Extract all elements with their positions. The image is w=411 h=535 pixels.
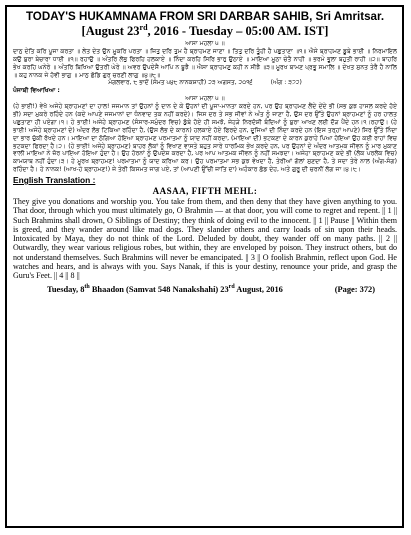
footer <box>13 284 397 295</box>
nanakshahi-date: ਮੰਗਲਵਾਰ, ੮ ਭਾਦੋਂ (ਸੰਮਤ ੫੪੮ ਨਾਨਕਸ਼ਾਹੀ) ੨੩ ਅਗਸਤ, ੨੦੧੬ <box>108 79 253 87</box>
gurbani-heading: ਆਸਾ ਮਹਲਾ ੫ ॥ <box>185 40 225 47</box>
gurbani-text: ਦਾਨੁ ਦੇਤਿ ਕਰਿ ਪੂਜਾ ਕਰਤਾ ॥ ਲੇਤ ਦੇਤ ਉਨ ਮੂਕਰਿ ਪਰਤਾ ॥ ਜਿਤੁ ਦਰਿ ਤੁਮ ਹੈ ਬ੍ਰਾਹਮਣ ਜਾਣਾ ॥ ਤਿਤੁ ਦਰਿ ਤੂੰਹੀ ਹੈ ਪਛੁਤਾਣਾ ॥੧॥ ਐਸੇ ਬ੍ਰਾਹਮਣ ਡੂਬੇ ਭਾਈ ॥ ਨਿਰਮਾਇਲ ਕਉ ਬੁਰਾ ਬੇਚਾਰਾ ਧਾਈ ॥੧॥ ਰਹਾਉ ॥ ਅੰਤਰਿ ਲੋਭੁ ਫਿਰਹਿ ਹਲਕਾਏ ॥ ਨਿੰਦਾ ਕਰਹਿ ਸਿਰਿ ਭਾਰੁ ਉਠਾਏ ॥ ਮਾਇਆ ਮੂਠਾ ਚੇਤੈ ਨਾਹੀ ॥ ਭਰਮੇ ਭੂਲਾ ਬਹੁਤੀ ਰਾਹੀ ॥੨॥ ਬਾਹਰਿ ਭੇਖ ਕਰਹਿ ਘਨੇਰੇ ॥ ਅੰਤਰਿ ਬਿਖਿਆ ਉਤਰੀ ਘੇਰੇ ॥ ਅਵਰ ਉਪਦੇਸੈ ਆਪਿ ਨ ਬੂਝੈ ॥ ਐਸਾ ਬ੍ਰਾਹਮਣੁ ਕਹੀ ਨ ਸੀਝੈ ॥੩॥ ਮੂਰਖ ਬਾਮਣ ਪ੍ਰਭੂ ਸਮਾਲਿ ॥ ਦੇਖਤ ਸੁਨਤ ਤੇਰੈ ਹੈ ਨਾਲਿ ॥ ਕਹੁ ਨਾਨਕ ਜੇ ਹੋਵੀ ਭਾਗੁ ॥ ਮਾਨੁ ਛੋਡਿ ਗੁਰ ਚਰਣੀ ਲਾਗੁ ॥੪॥੮॥ <box>13 48 397 79</box>
gurbani-meta <box>13 79 397 87</box>
date-line <box>13 24 397 39</box>
punjabi-heading: ਆਸਾ ਮਹਲਾ ੫ ॥ <box>185 95 225 103</box>
date-prefix: [August 23 <box>81 24 140 38</box>
footer-day: Tuesday, 8 <box>47 284 85 294</box>
english-heading: AASAA, FIFTH MEHL: <box>152 185 258 196</box>
english-translation: They give you donations and worship you. You take from them, and then deny that they have given anything to you. That door, through which you must ultimately go, O Brahmin — at that door, you will come to regret and repent. || 1 || Such Brahmins shall drown, O Siblings of Destiny; they think of doing evil to the innocent. || 1 || Pause || Within them is greed, and they wander around like mad dogs. They slander others and carry loads of sin upon their heads. Intoxicated by Maya, they do not think of the Lord. Deluded by doubt, they wander off on many paths. || 2 || Outwardly, they wear various religious robes, but within, they are enveloped by poison. They instruct others, but do not understand themselves. Such Brahmins will never be emancipated. || 3 || O foolish Brahmin, reflect upon God. He watches and hears, and is always with you. Says Nanak, if this is your destiny, renounce your pride, and grasp the Guru's Feet. || 4 || 8 || <box>13 196 397 281</box>
footer-samvat-sup: rd <box>228 283 235 290</box>
footer-samvat: Bhaadon (Samvat 548 Nanakshahi) 23 <box>89 284 229 294</box>
hukamnama-document <box>5 5 404 528</box>
punjabi-label: ਪੰਜਾਬੀ ਵਿਆਖਿਆ : <box>13 87 60 95</box>
english-label: English Translation : <box>13 174 96 185</box>
page-title: TODAY'S HUKAMNAMA FROM SRI DARBAR SAHIB, Sri Amritsar. <box>25 10 385 23</box>
date-sup: rd <box>139 22 148 32</box>
date-suffix: , 2016 - Tuesday – 05:00 AM. IST] <box>147 24 329 38</box>
punjabi-explanation: (ਹੇ ਭਾਈ!) ਵੇਖੋ ਅਜੇਹੇ ਬ੍ਰਾਹਮਣਾਂ ਦਾ ਹਾਲ! ਜਜਮਾਨ ਤਾਂ ਉਹਨਾਂ ਨੂੰ ਦਾਨ ਦੇ ਕੇ ਉਹਨਾਂ ਦੀ ਪੂਜਾ-ਮਾਨਤਾ ਕਰਦੇ ਹਨ, ਪਰ ਉਹ ਬ੍ਰਾਹਮਣ ਲੈਂਦੇ ਦੇਂਦੇ ਭੀ (ਸਭ ਕੁਝ ਹਾਸਲ ਕਰਦੇ ਹੋਏ ਭੀ) ਸਦਾ ਮੁਕਰੇ ਰਹਿੰਦੇ ਹਨ (ਕਦੇ ਆਪਣੇ ਜਜਮਾਨਾਂ ਦਾ ਧੰਨਵਾਦ ਤਕ ਨਹੀਂ ਕਰਦੇ)। ਜਿਸ ਦਰ ਤੇ ਸਭ ਜੀਵਾਂ ਨੇ ਅੰਤ ਨੂੰ ਜਾਣਾ ਹੈ, ਉਸ ਦਰ ਉੱਤੇ ਉਹਨਾਂ ਬ੍ਰਾਹਮਣਾਂ ਨੂੰ ਹਰ ਹਾਲਤ ਪਛੁਤਾਣਾ ਹੀ ਪਏਗਾ।੧। ਹੇ ਭਾਈ! ਅਜੇਹੇ ਬ੍ਰਾਹਮਣ (ਸੰਸਾਰ-ਸਮੁੰਦਰ ਵਿਚ) ਡੁੱਬੇ ਹੋਏ ਹੀ ਸਮਝੋ, ਜੇਹੜੇ ਨਿਰਦੋਸ਼ੀ ਬੰਦਿਆਂ ਨੂੰ ਬੁਰਾ ਆਖਣ ਲਈ ਦੌੜ ਪੈਂਦੇ ਹਨ।੧।ਰਹਾਉ। (ਹੇ ਭਾਈ! ਅਜੇਹੇ ਬ੍ਰਾਹਮਣਾਂ ਦੇ) ਅੰਦਰ ਲੋਭ ਟਿਕਿਆ ਰਹਿੰਦਾ ਹੈ, (ਉਸ ਲੋਭ ਦੇ ਕਾਰਨ) ਹਲਕਾਏ ਹੋਏ ਫਿਰਦੇ ਹਨ, ਦੂਜਿਆਂ ਦੀ ਨਿੰਦਾ ਕਰਦੇ ਹਨ (ਇਸ ਤਰ੍ਹਾਂ ਆਪਣੇ) ਸਿਰ ਉੱਤੇ ਨਿੰਦਾ ਦਾ ਭਾਰ ਚੁੱਕੀ ਰੱਖਦੇ ਹਨ। ਮਾਇਆ ਦਾ ਠੱਗਿਆ ਹੋਇਆ ਬ੍ਰਾਹਮਣ ਪਰਮਾਤਮਾ ਨੂੰ ਯਾਦ ਨਹੀਂ ਕਰਦਾ, (ਮਾਇਆ ਦੀ) ਭਟਕਣਾ ਦੇ ਕਾਰਨ ਕੁਰਾਹੇ ਪਿਆ ਹੋਇਆ ਉਹ ਕਈ ਰਾਹਾਂ ਵਿਚ ਭਟਕਦਾ ਫਿਰਦਾ ਹੈ।੨। (ਹੇ ਭਾਈ! ਅਜੇਹੇ ਬ੍ਰਾਹਮਣ) ਬਾਹਰ ਲੋਕਾਂ ਨੂੰ ਵਿਖਾਣ ਵਾਸਤੇ ਬਹੁਤ ਸਾਰੇ ਧਾਰਮਿਕ ਭੇਖ ਕਰਦੇ ਹਨ, ਪਰ ਉਹਨਾਂ ਦੇ ਅੰਦਰ ਆਤਮਕ ਜੀਵਨ ਨੂੰ ਮਾਰ ਮੁਕਾਣ ਵਾਲੀ ਮਾਇਆ ਨੇ ਜ਼ੋਰ ਪਾਇਆ ਹੋਇਆ ਹੁੰਦਾ ਹੈ। ਉਹ ਹੋਰਨਾਂ ਨੂੰ ਉਪਦੇਸ਼ ਕਰਦਾ ਹੈ, ਪਰ ਆਪ ਆਤਮਕ ਜੀਵਨ ਨੂੰ ਨਹੀਂ ਸਮਝਦਾ। ਅਜੇਹਾ ਬ੍ਰਾਹਮਣ ਕਦੇ ਭੀ (ਲੋਕ ਪਰਲੋਕ ਵਿਚ) ਕਾਮਯਾਬ ਨਹੀਂ ਹੁੰਦਾ।੩। ਹੇ ਮੂਰਖ ਬ੍ਰਾਹਮਣ! ਪਰਮਾਤਮਾ ਨੂੰ ਯਾਦ ਕਰਿਆ ਕਰ। ਉਹ ਪਰਮਾਤਮਾ ਸਭ ਕੁਝ ਵੇਖਦਾ ਹੈ, ਤੇਰੀਆਂ ਗੱਲਾਂ ਸੁਣਦਾ ਹੈ, ਤੇ ਸਦਾ ਤੇਰੇ ਨਾਲ (ਅੰਗ-ਸੰਗ) ਰਹਿੰਦਾ ਹੈ। ਹੇ ਨਾਨਕ! (ਆਖ-ਹੇ ਬ੍ਰਾਹਮਣ!) ਜੇ ਤੇਰੀ ਕਿਸਮਤ ਜਾਗ ਪਏ, ਤਾਂ (ਆਪਣੀ ਉੱਚੀ ਜਾਤਿ ਦਾ) ਅਹੰਕਾਰ ਛੱਡ ਦੇਹ, ਅਤੇ ਗੁਰੂ ਦੀ ਚਰਨੀਂ ਲੱਗ ਜਾ।੪।੮। <box>13 103 397 174</box>
footer-date-end: August, 2016 <box>234 284 283 294</box>
footer-page: (Page: 372) <box>334 284 375 294</box>
page-reference: (ਅੰਗ : ੩੭੨) <box>270 79 302 87</box>
footer-date <box>47 284 283 295</box>
footer-day-sup: th <box>84 283 90 290</box>
